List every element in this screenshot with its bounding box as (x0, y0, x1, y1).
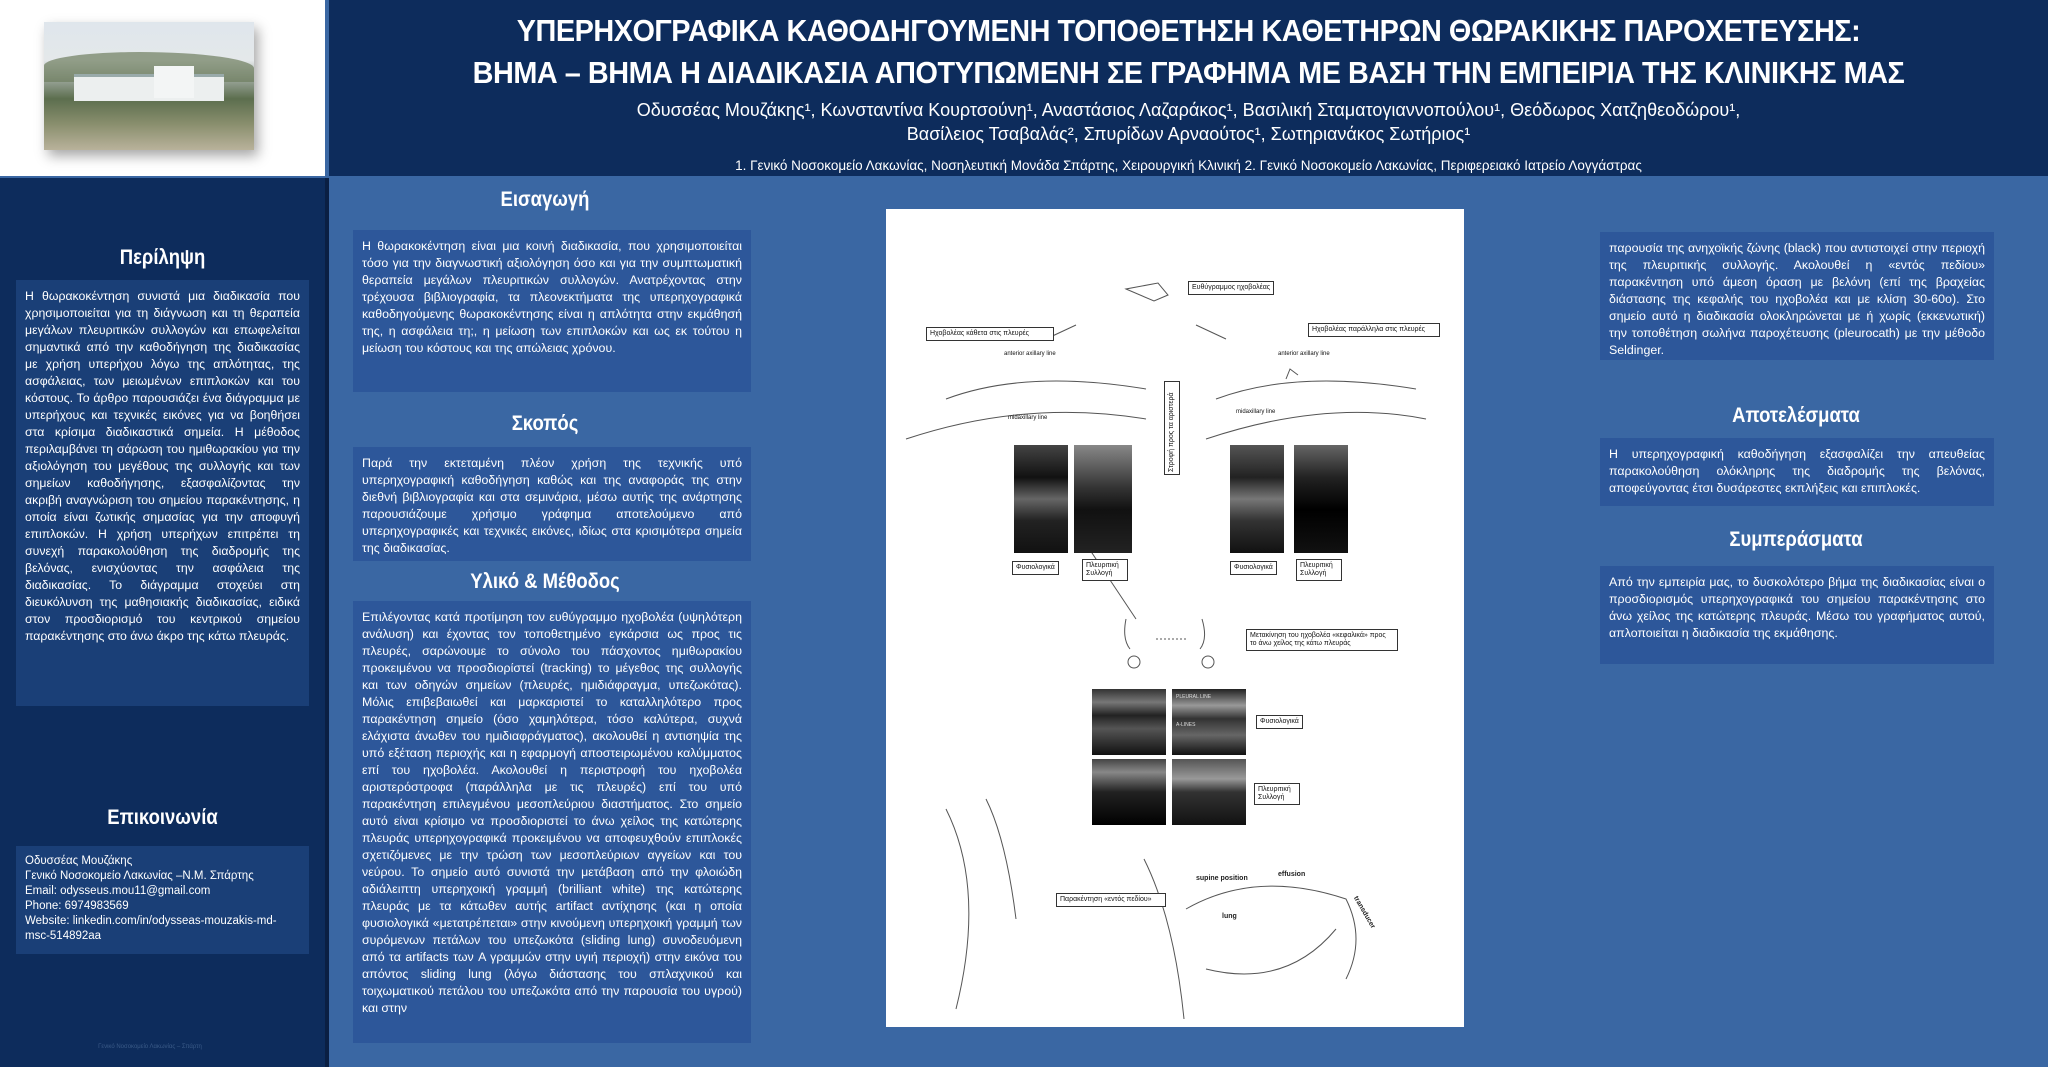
summary-title: Περίληψη (119, 246, 206, 269)
authors-line-2: Βασίλειος Τσαβαλάς², Σπυρίδων Αρναούτος¹, Σωτηριανάκος Σωτήριος¹ (906, 124, 1471, 144)
aim-text: Παρά την εκτεταμένη πλέον χρήση της τεχνικής υπό υπερηχογραφική καθοδήγηση καθώς και της αναφοράς της στην διεθνή βιβλιογραφία και στα σεμινάρια, μέσω αυτής της ανάρτησης παρουσιάζουμε χρήσιμο γράφημα αποτελούμενο από υπερηχογραφικές και τεχνικές εικόνες, ιδίως στα κρισιμότερα σημεία της διαδικασίας. (353, 447, 751, 561)
hospital-photo-panel (0, 0, 325, 176)
affiliations: 1. Γενικό Νοσοκομείο Λακωνίας, Νοσηλευτική Μονάδα Σπάρτης, Χειρουργική Κλινική 2. Γενικό Νοσοκομείο Λακωνίας, Περιφερειακό Ιατρείο Λογγάστρας (735, 158, 1642, 173)
contact-website[interactable]: Website: linkedin.com/in/odysseas-mouzakis-md-msc-514892aa (25, 915, 277, 942)
authors (329, 98, 2048, 146)
summary-text: Η θωρακοκέντηση συνιστά μια διαδικασία που χρησιμοποιείται για τη διάγνωση και τη θεραπεία μεγάλων πλευριτικών συλλογών και επωφελείται σημαντικά από την καθοδήγηση της διαδικασίας με χρήση υπερήχου λόγω της απλότητας, της ασφάλειας, των μειωμένων επιπλοκών και του κόστους. Το άρθρο παρουσιάζει ένα διάγραμμα με υπερήχους και τεχνικές εικόνες για να βοηθήσει στα κρίσιμα διαδικαστικά σημεία. Η μέθοδος περιλαμβάνει τη σάρωση του ημιθωρακίου για την αξιολόγηση του μεγέθους της συλλογής και των σημείων καθοδήγησης, εξασφαλίζοντας την ακριβή αναγνώριση του σημείου παρακέντησης, η οποία είναι ζωτικής σημασίας για την αποφυγή επιπλοκών. Η χρήση υπερήχων επιτρέπει τη συνεχή παρακολούθηση της διαδρομής της βελόνας, ενισχύοντας την ασφάλεια της διαδικασίας. Το διάγραμμα στοχεύει στη διευκόλυνση της μαθησιακής διαδικασίας, ειδικά στον προσδιορισμό του κεντρικού σημείου παρακέντησης στο άνω άκρο της κάτω πλευράς. (16, 280, 309, 706)
label-a-lines: A-LINES (1176, 722, 1196, 728)
label-rotate-left: Στροφή προς τα αριστερά (1164, 381, 1180, 475)
intro-text: Η θωρακοκέντηση είναι μια κοινή διαδικασία, που χρησιμοποιείται τόσο για την διαγνωστική αξιολόγηση όσο και για την συμπτωματική θεραπεία μεγάλων πλευριτικών συλλογών. Ανατρέχοντας στην τρέχουσα βιβλιογραφία, τα πλεονεκτήματα της υπερηχογραφικά καθοδηγούμενης θωρακοκέντησης είναι η απλότητα στην εκμάθησή της, η ασφάλεια τη;, η μείωση των επιπλοκών και ως εκ τούτου η μείωση του κόστους και της απώλειας χρόνου. (353, 230, 751, 392)
label-effusion-1: Πλευριτική Συλλογή (1082, 559, 1128, 581)
methods-text: Επιλέγοντας κατά προτίμηση τον ευθύγραμμο ηχοβολέα (υψηλότερη ανάλυση) και έχοντας τον τοποθετημένο εγκάρσια ως προς τις πλευρές, σαρώνουμε το σύνολο του πάσχοντος ημιθωρακίου προκειμένου να προσδιορίστεί (tracking) το μέγεθος της συλλογής και των οδηγών σημείων (πλευρές, ημιδιάφραγμα, υπεζωκότας). Μόλις επιβεβαιωθεί και μαρκαριστεί το καταλληλότερο προς παρακέντηση σημείο (όσο χαμηλότερα, τόσο καλύτερα, συχνά ελάχιστα άνωθεν του ημιδιαφράγματος), ακολουθεί η αντισηψία της υπό εξέταση περιοχής και η εφαρμογή αποστειρωμένου καλύμματος επί του ηχοβολέα. Ακολουθεί η περιστροφή του ηχοβολέα αριστερόστροφα (παράλληλα με τις πλευρές) επί του υπό παρακέντηση επιλεγμένου μεσοπλεύριου διαστήματος. Στο σημείο αυτό είναι κρίσιμο να προσδιοριστεί το άνω χείλος της κατώτερης πλευράς υπερηχογραφικά προκειμένου να αποφευχθούν επιπλοκές σχετιζόμενες με την τρώση των μεσοπλεύριων αγγείων και του νεύρου. Το σημείο αυτό συνιστά την μετάβαση από την φλοιώδη αδιάλειπτη υπερηχοική γραμμή (brilliant white) της κατώτερης πλευράς με τα κάτωθεν αυτής artifact αντίχησης (και η οποία φυσιολογικά «μετατρέπεται» στην κινούμενη υπερηχοική γραμμή των συρόμενων πετάλων του υπεζωκότα (sliding lung) συνοδευόμενη από τα artifacts των A γραμμών στην υγιή περιοχή) στην εικόνα του απόντος sliding lung (λόγω διάστασης του σπλαχνικού και τοιχωματικού πετάλου του υπεζωκότα από την παρουσία του υγρού) και στην (353, 601, 751, 1043)
authors-line-1: Οδυσσέας Μουζάκης¹, Κωνσταντίνα Κουρτσούνη¹, Αναστάσιος Λαζαράκος¹, Βασιλική Σταματογιαννοπούλου¹, Θεόδωρος Χατζηθεοδώρου¹, (636, 100, 1741, 120)
contact-phone: Phone: 6974983569 (25, 900, 129, 912)
label-probe-perpendicular: Ηχοβολέας κάθετα στις πλευρές (926, 327, 1054, 341)
label-normal-1: Φυσιολογικά (1012, 561, 1059, 575)
label-move-probe: Μετακίνηση του ηχοβολέα «κεφαλικά» προς το άνω χείλος της κάτω πλευράς (1246, 629, 1398, 651)
poster-title (389, 10, 1988, 94)
label-effusion-3: Πλευριτική Συλλογή (1254, 783, 1300, 805)
us-image-effusion-3a (1092, 759, 1166, 825)
label-midaxillary-1: midaxillary line (1008, 415, 1048, 421)
label-normal-3: Φυσιολογικά (1256, 715, 1303, 729)
label-linear-probe: Ευθύγραμμος ηχοβολέας (1188, 281, 1274, 295)
label-normal-2: Φυσιολογικά (1230, 561, 1277, 575)
conclusions-title: Συμπεράσματα (1729, 528, 1863, 551)
label-anterior-axillary-1: anterior axillary line (1004, 351, 1056, 357)
label-transducer-word: transducer (1352, 895, 1377, 930)
conclusions-text: Από την εμπειρία μας, το δυσκολότερο βήμα της διαδικασίας είναι ο προσδιορισμός υπερηχογραφικά του σημείου παρακέντησης στο άνω χείλος της κατώτερης πλευράς. Μέσω του γραφήματος αυτού, απλοποιείται η διαδικασία της εκμάθησης. (1600, 566, 1994, 664)
us-image-effusion-3b (1172, 759, 1246, 825)
contact-hospital: Γενικό Νοσοκομείο Λακωνίας –Ν.Μ. Σπάρτης (25, 870, 254, 882)
poster-header (329, 0, 2048, 176)
label-probe-parallel: Ηχοβολέας παράλληλα στις πλευρές (1308, 323, 1440, 337)
title-line-2: ΒΗΜΑ – ΒΗΜΑ Η ΔΙΑΔΙΚΑΣΙΑ ΑΠΟΤΥΠΩΜΕΝΗ ΣΕ ΓΡΑΦΗΜΑ ΜΕ ΒΑΣΗ ΤΗΝ ΕΜΠΕΙΡΙΑ ΤΗΣ ΚΛΙΝΙΚΗΣ ΜΑΣ (472, 55, 1905, 90)
label-anterior-axillary-2: anterior axillary line (1278, 351, 1330, 357)
footer-watermark: Γενικό Νοσοκομείο Λακωνίας – Σπάρτη (98, 1044, 202, 1050)
results-text: Η υπερηχογραφική καθοδήγηση εξασφαλίζει την απευθείας παρακολούθηση ολόκληρης της διαδρομής της βελόνας, αποφεύγοντας έτσι δυσάρεστες εκπλήξεις και επιπλοκές. (1600, 438, 1994, 506)
label-lung-word: lung (1222, 913, 1237, 920)
methods-title: Υλικό & Μέθοδος (470, 570, 620, 593)
intro-title: Εισαγωγή (500, 188, 590, 211)
contact-email[interactable]: Email: odysseus.mou11@gmail.com (25, 885, 211, 897)
us-image-effusion-2 (1294, 445, 1348, 553)
label-midaxillary-2: midaxillary line (1236, 409, 1276, 415)
label-effusion-2: Πλευριτική Συλλογή (1296, 559, 1342, 581)
contact-name: Οδυσσέας Μουζάκης (25, 855, 133, 867)
us-image-normal-2 (1230, 445, 1284, 553)
aim-title: Σκοπός (511, 412, 579, 435)
contact-box (16, 846, 309, 954)
results-title: Αποτελέσματα (1732, 404, 1860, 427)
label-effusion-word: effusion (1278, 871, 1306, 878)
title-line-1: ΥΠΕΡΗΧΟΓΡΑΦΙΚΑ ΚΑΘΟΔΗΓΟΥΜΕΝΗ ΤΟΠΟΘΕΤΗΣΗ ΚΑΘΕΤΗΡΩΝ ΘΩΡΑΚΙΚΗΣ ΠΑΡΟΧΕΤΕΥΣΗΣ: (516, 13, 1861, 48)
hospital-photo (44, 22, 254, 150)
us-image-normal-3a (1092, 689, 1166, 755)
us-image-normal-1 (1014, 445, 1068, 553)
us-image-effusion-1 (1074, 445, 1132, 553)
label-supine-position: supine position (1196, 875, 1248, 882)
label-in-plane-puncture: Παρακέντηση «εντός πεδίου» (1056, 893, 1166, 907)
methods-continuation-text: παρουσία της ανηχοϊκής ζώνης (black) που αντιστοιχεί στην περιοχή της πλευριτικής συλλογής. Ακολουθεί η «εντός πεδίου» παρακέντηση υπό άμεση όραση με βελόνη (επί της βραχείας διάστασης της κεφαλής του ηχοβολέα και με κλίση 30-60ο). Στο σημείο αυτό η διαδικασία ολοκληρώνεται με ή χωρίς (εκκενωτική) την τοποθέτηση σωλήνα παροχέτευσης (pleurocath) με την μέθοδο Seldinger. (1600, 232, 1994, 360)
contact-title: Επικοινωνία (107, 806, 218, 829)
label-pleural-line: PLEURAL LINE (1176, 694, 1212, 700)
procedure-diagram (886, 209, 1464, 1027)
